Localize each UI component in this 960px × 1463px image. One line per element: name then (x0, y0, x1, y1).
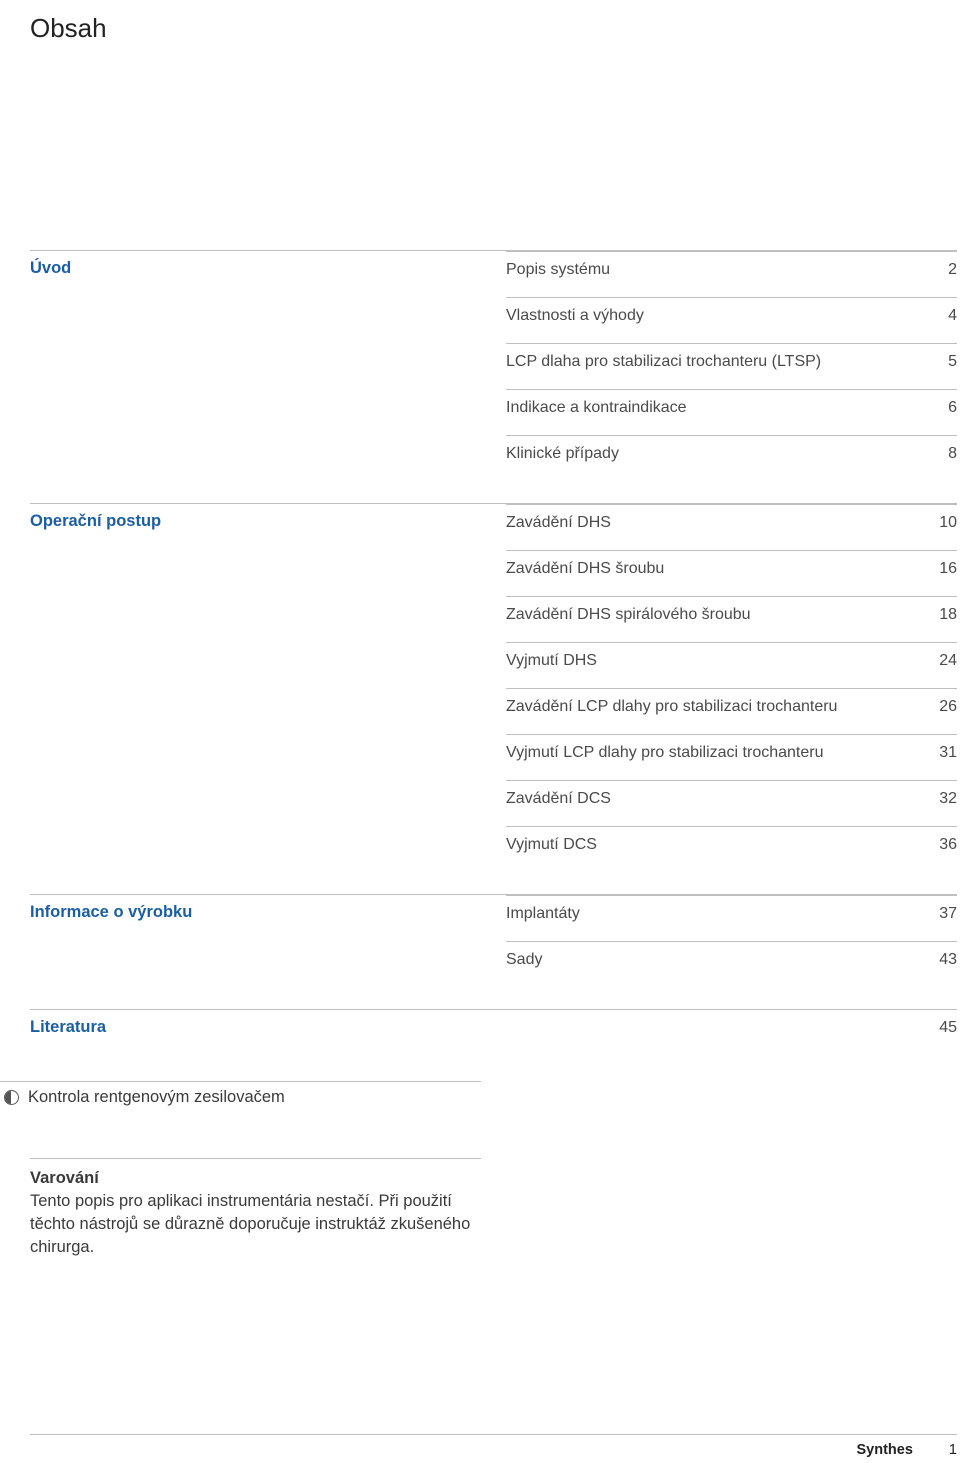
toc-entry[interactable] (506, 642, 957, 688)
toc-section-operacni-postup (30, 503, 957, 872)
toc-entry[interactable] (506, 688, 957, 734)
entry-label: Zavádění DHS spirálového šroubu (506, 606, 751, 623)
warning-title: Varování (30, 1169, 99, 1187)
toc-entry[interactable] (506, 596, 957, 642)
toc-section-informace-o-vyrobku (30, 894, 957, 987)
toc-section-literatura (30, 1009, 957, 1055)
entry-label: Vyjmutí DHS (506, 652, 597, 669)
toc-section-uvod (30, 250, 957, 481)
warning-box (30, 1158, 481, 1259)
entry-page: 37 (939, 905, 957, 922)
footer-brand: Synthes (856, 1442, 913, 1458)
toc-entry[interactable] (506, 251, 957, 297)
toc-entry[interactable] (506, 343, 957, 389)
page-number: 1 (948, 1442, 957, 1458)
page-title: Obsah (30, 13, 107, 44)
toc-entry[interactable] (506, 734, 957, 780)
toc-entry[interactable] (506, 504, 957, 550)
toc-entry[interactable] (506, 435, 957, 481)
toc-entry[interactable] (506, 895, 957, 941)
entry-label: Vlastnosti a výhody (506, 307, 644, 324)
xray-note-text: Kontrola rentgenovým zesilovačem (28, 1088, 285, 1106)
entry-page: 43 (939, 951, 957, 968)
entry-label: Indikace a kontraindikace (506, 399, 687, 416)
entry-label: Zavádění DHS (506, 514, 611, 531)
section-title[interactable]: Operační postup (30, 512, 162, 530)
entry-label: LCP dlaha pro stabilizaci trochanteru (LTSP) (506, 353, 822, 370)
toc-entry[interactable] (30, 1010, 957, 1055)
entry-label: Zavádění DHS šroubu (506, 560, 665, 577)
entry-page: 8 (948, 445, 957, 462)
entry-page: 45 (939, 1019, 957, 1036)
section-title[interactable]: Literatura (30, 1018, 107, 1036)
entry-page: 26 (939, 698, 957, 715)
entry-label: Sady (506, 951, 543, 968)
entry-label: Vyjmutí LCP dlahy pro stabilizaci trochanteru (506, 744, 824, 761)
entry-label: Vyjmutí DCS (506, 836, 597, 853)
entry-label: Klinické případy (506, 445, 619, 462)
toc-entry[interactable] (506, 941, 957, 987)
xray-intensifier-icon (4, 1090, 19, 1105)
section-title[interactable]: Úvod (30, 259, 72, 277)
entry-page: 2 (948, 261, 957, 278)
entry-page: 18 (939, 606, 957, 623)
warning-text: Tento popis pro aplikaci instrumentária nestačí. Při použití těchto nástrojů se důrazně doporučuje instruktáž zkušeného chirurga. (30, 1192, 471, 1256)
entry-page: 32 (939, 790, 957, 807)
entry-page: 16 (939, 560, 957, 577)
entry-page: 4 (948, 307, 957, 324)
entry-page: 36 (939, 836, 957, 853)
toc-entry[interactable] (506, 826, 957, 872)
entry-label: Popis systému (506, 261, 611, 278)
section-title[interactable]: Informace o výrobku (30, 903, 193, 921)
entry-page: 5 (948, 353, 957, 370)
entry-page: 24 (939, 652, 957, 669)
toc-entry[interactable] (506, 780, 957, 826)
xray-note (0, 1081, 481, 1107)
entry-page: 31 (939, 744, 957, 761)
entry-label: Zavádění DCS (506, 790, 611, 807)
entry-page: 6 (948, 399, 957, 416)
toc-entry[interactable] (506, 297, 957, 343)
page-footer (30, 1434, 957, 1458)
toc-entry[interactable] (506, 389, 957, 435)
toc-entry[interactable] (506, 550, 957, 596)
entry-label: Zavádění LCP dlahy pro stabilizaci trochanteru (506, 698, 838, 715)
toc (30, 250, 957, 1077)
entry-label: Implantáty (506, 905, 580, 922)
entry-page: 10 (939, 514, 957, 531)
